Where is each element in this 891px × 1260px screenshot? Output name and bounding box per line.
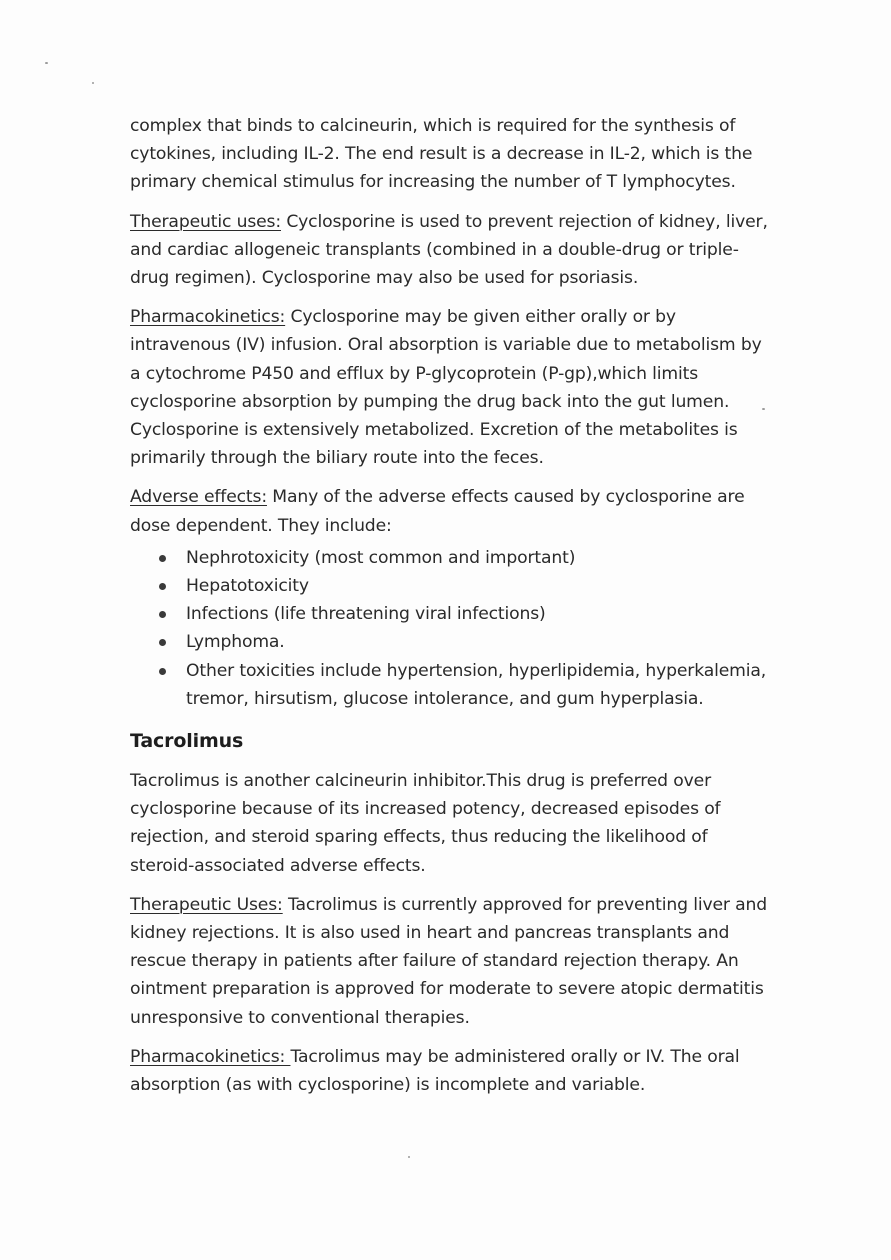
- tacrolimus-therapeutic-uses-paragraph: [130, 891, 770, 1032]
- document-body: [130, 112, 770, 1110]
- list-item: Other toxicities include hypertension, hyperlipidemia, hyperkalemia, tremor, hirsutism, glucose intolerance, and gum hyperplasia.: [186, 657, 770, 713]
- cyclosporine-therapeutic-uses-paragraph: [130, 208, 770, 293]
- tacrolimus-intro-paragraph: Tacrolimus is another calcineurin inhibitor.This drug is preferred over cyclosporine because of its increased potency, decreased episodes of rejection, and steroid sparing effects, thus reducing the likelihood of steroid-associated adverse effects.: [130, 771, 721, 876]
- pharmacokinetics-heading: Pharmacokinetics:: [130, 307, 286, 328]
- list-item: Lymphoma.: [186, 628, 770, 656]
- therapeutic-uses-text: Cyclosporine is used to prevent rejection of kidney, liver, and cardiac allogeneic transplants (combined in a double-drug or triple-drug regimen). Cyclosporine may also be used for psoriasis.: [130, 211, 768, 289]
- adverse-effects-heading: Adverse effects:: [130, 487, 267, 508]
- tacrolimus-pharmacokinetics-heading: Pharmacokinetics:: [130, 1046, 291, 1067]
- tacrolimus-therapeutic-uses-text: Tacrolimus is currently approved for preventing liver and kidney rejections. It is also used in heart and pancreas transplants and rescue therapy in patients after failure of standard rejection therapy. An ointment preparation is approved for moderate to severe atopic dermatitis unresponsive to conventional therapies.: [130, 894, 768, 1028]
- cyclosporine-mechanism-paragraph: complex that binds to calcineurin, which is required for the synthesis of cytokines, including IL-2. The end result is a decrease in IL-2, which is the primary chemical stimulus for increasing the number of T lymphocytes.: [130, 116, 753, 193]
- scan-speck: [408, 1156, 410, 1158]
- cyclosporine-pharmacokinetics-paragraph: [130, 303, 770, 472]
- list-item: Hepatotoxicity: [186, 572, 770, 600]
- scan-speck: [92, 82, 94, 84]
- tacrolimus-pharmacokinetics-text: Tacrolimus may be administered orally or IV. The oral absorption (as with cyclosporine) is incomplete and variable.: [130, 1046, 740, 1096]
- list-item: Infections (life threatening viral infections): [186, 600, 770, 628]
- adverse-effects-list: [130, 544, 770, 713]
- tacrolimus-section-title: Tacrolimus: [130, 730, 244, 753]
- scan-speck: [45, 62, 48, 64]
- cyclosporine-adverse-effects-paragraph: [130, 483, 770, 539]
- list-item: Nephrotoxicity (most common and important): [186, 544, 770, 572]
- therapeutic-uses-heading: Therapeutic uses:: [130, 211, 281, 232]
- adverse-effects-text: Many of the adverse effects caused by cyclosporine are dose dependent. They include:: [130, 487, 745, 536]
- pharmacokinetics-text: Cyclosporine may be given either orally or by intravenous (IV) infusion. Oral absorption is variable due to metabolism by a cytochrome P450 and efflux by P-glycoprotein (P-gp),which limits cyclosporine absorption by pumping the drug back into the gut lumen. Cyclosporine is extensively metabolized. Excretion of the metabolites is primarily through the biliary route into the feces.: [130, 307, 762, 469]
- tacrolimus-pharmacokinetics-paragraph: [130, 1043, 770, 1099]
- tacrolimus-therapeutic-uses-heading: Therapeutic Uses:: [130, 894, 283, 915]
